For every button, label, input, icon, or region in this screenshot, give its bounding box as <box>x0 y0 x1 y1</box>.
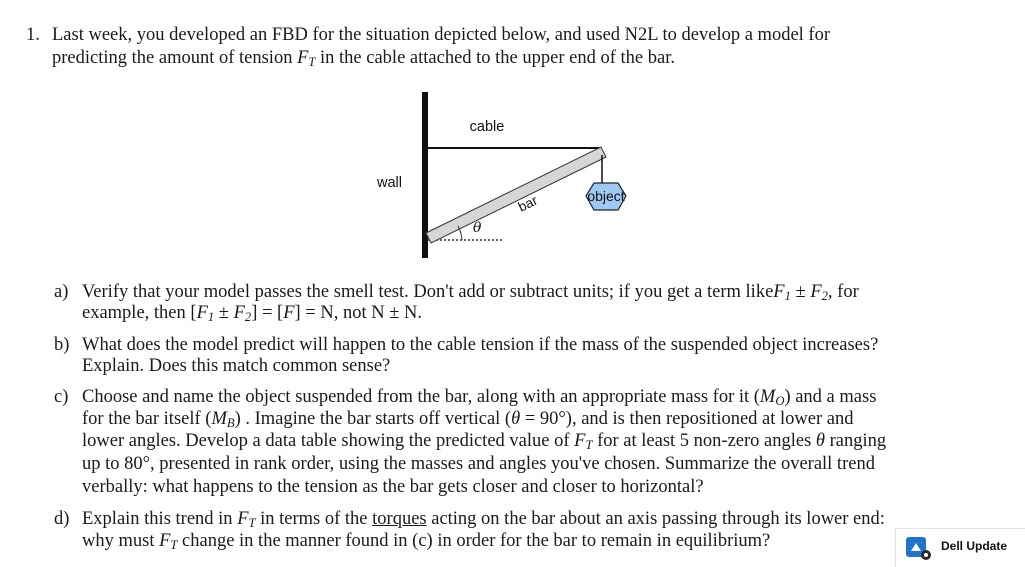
problem-intro-line2: predicting the amount of tension $F_T$ in the cable attached to the upper end of the bar. <box>52 48 675 70</box>
part-c-line5: verbally: what happens to the tension as the bar gets closer and closer to horizontal? <box>82 477 704 497</box>
fbd-diagram <box>377 90 670 265</box>
cable-label: cable <box>469 119 505 135</box>
object-label: object <box>587 188 625 204</box>
part-a-letter: a) <box>54 282 69 302</box>
part-c-line2: for the bar itself $(M_B)$ . Imagine the bar starts off vertical (θ = 90°), and is then repositioned at lower and <box>82 409 854 431</box>
part-b-line1: What does the model predict will happen to the cable tension if the mass of the suspended object increases? <box>82 335 879 355</box>
part-b-line2: Explain. Does this match common sense? <box>82 356 391 376</box>
part-c-line3: lower angles. Develop a data table showing the predicted value of $F_T$ for at least 5 non-zero angles θ ranging <box>82 431 887 453</box>
wall-label: wall <box>377 175 402 191</box>
bar <box>426 147 606 243</box>
tension-symbol: $F_T$ <box>297 48 316 70</box>
bar-label: bar <box>515 192 540 215</box>
part-a-line2: example, then $[F_1 \pm F_2] = [F] = N$, not N ± N. <box>82 303 422 325</box>
torques-link[interactable]: torques <box>372 509 427 529</box>
part-c-line1: Choose and name the object suspended from the bar, along with an appropriate mass for it $(M_O)$ and a mass <box>82 387 877 409</box>
dell-update-notification[interactable] <box>895 528 1025 567</box>
dell-update-title: Dell Update <box>941 539 1008 553</box>
part-d-letter: d) <box>54 509 70 529</box>
problem-intro-line1: Last week, you developed an FBD for the situation depicted below, and used N2L to develop a model for <box>52 25 830 45</box>
theta-label: θ <box>473 220 482 236</box>
part-d-line1: Explain this trend in $F_T$ in terms of the torques acting on the bar about an axis passing through its lower end: <box>82 509 885 531</box>
part-d-line2: why must $F_T$ change in the manner found in (c) in order for the bar to remain in equilibrium? <box>82 531 771 553</box>
part-b-letter: b) <box>54 335 70 355</box>
dell-update-icon <box>904 533 934 563</box>
problem-number: 1. <box>26 25 40 45</box>
part-c-letter: c) <box>54 387 69 407</box>
part-c-line4: up to 80°, presented in rank order, using the masses and angles you've chosen. Summarize the overall trend <box>82 454 875 474</box>
part-a-line1: Verify that your model passes the smell test. Don't add or subtract units; if you get a term likeF$_1$ ± $F_2$, for <box>82 282 859 304</box>
